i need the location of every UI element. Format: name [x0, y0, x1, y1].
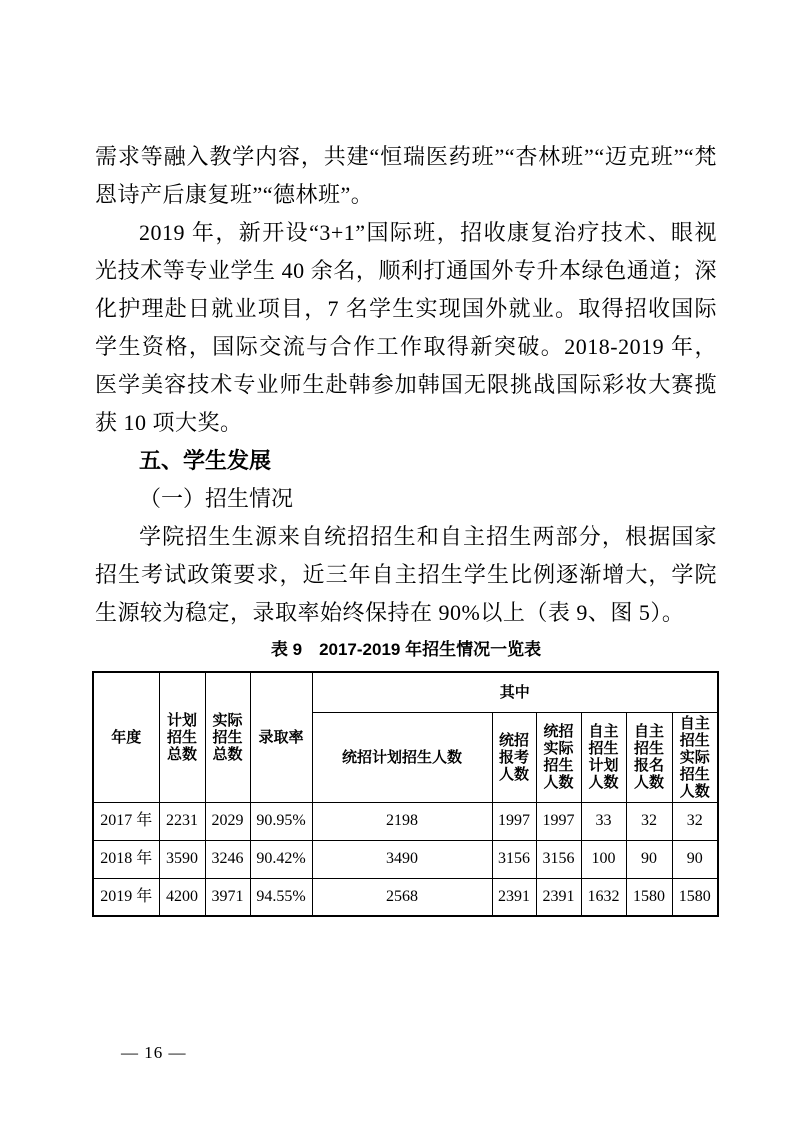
cell-planned-total: 4200 — [159, 878, 205, 916]
col-header-independent-applicants: 自主招生报名人数 — [626, 712, 672, 802]
cell-year: 2019 年 — [93, 878, 159, 916]
cell-actual-total: 2029 — [205, 802, 250, 840]
cell-unified-actual: 1997 — [536, 802, 581, 840]
cell-unified-actual: 2391 — [536, 878, 581, 916]
subsection-heading-enrollment: （一）招生情况 — [139, 486, 294, 511]
cell-admission-rate: 94.55% — [250, 878, 312, 916]
col-header-among-group: 其中 — [312, 672, 718, 712]
cell-independent-applicants: 1580 — [626, 878, 672, 916]
cell-actual-total: 3971 — [205, 878, 250, 916]
col-header-planned-total: 计划招生总数 — [159, 672, 205, 802]
cell-unified-applicants: 2391 — [492, 878, 536, 916]
page-number: — 16 — — [121, 1043, 187, 1062]
cell-year: 2018 年 — [93, 840, 159, 878]
cell-independent-planned: 1632 — [581, 878, 626, 916]
cell-planned-total: 2231 — [159, 802, 205, 840]
paragraph-international-program: 2019 年，新开设“3+1”国际班，招收康复治疗技术、眼视光技术等专业学生 40 余名，顺利打通国外专升本绿色通道；深化护理赴日就业项目，7 名学生实现国外就业。取得招收国际学生资格，国际交流与合作工作取得新突破。2018-2019 年，医学美容技术专业师生赴韩参加韩国无限挑战国际彩妆大赛揽获 10 项大奖。 — [95, 220, 717, 435]
cell-independent-applicants: 32 — [626, 802, 672, 840]
cell-planned-total: 3590 — [159, 840, 205, 878]
enrollment-table — [92, 671, 719, 917]
cell-unified-planned: 2198 — [312, 802, 492, 840]
paragraph-cooperation-classes: 需求等融入教学内容，共建“恒瑞医药班”“杏林班”“迈克班”“梵恩诗产后康复班”“德林班”。 — [95, 144, 717, 207]
col-header-independent-planned: 自主招生计划人数 — [581, 712, 626, 802]
cell-independent-actual: 1580 — [672, 878, 718, 916]
cell-unified-applicants: 1997 — [492, 802, 536, 840]
cell-actual-total: 3246 — [205, 840, 250, 878]
cell-unified-planned: 3490 — [312, 840, 492, 878]
cell-independent-actual: 32 — [672, 802, 718, 840]
col-header-admission-rate: 录取率 — [250, 672, 312, 802]
col-header-unified-applicants: 统招报考人数 — [492, 712, 536, 802]
table-row-2019 — [93, 878, 718, 916]
section-heading-student-development: 五、学生发展 — [139, 448, 272, 473]
page-content — [95, 138, 717, 917]
col-header-unified-actual: 统招实际招生人数 — [536, 712, 581, 802]
cell-independent-applicants: 90 — [626, 840, 672, 878]
cell-year: 2017 年 — [93, 802, 159, 840]
col-header-unified-planned: 统招计划招生人数 — [312, 712, 492, 802]
cell-unified-actual: 3156 — [536, 840, 581, 878]
cell-admission-rate: 90.42% — [250, 840, 312, 878]
cell-independent-planned: 100 — [581, 840, 626, 878]
cell-independent-actual: 90 — [672, 840, 718, 878]
cell-unified-planned: 2568 — [312, 878, 492, 916]
col-header-independent-actual: 自主招生实际招生人数 — [672, 712, 718, 802]
col-header-actual-total: 实际招生总数 — [205, 672, 250, 802]
table-row-2018 — [93, 840, 718, 878]
cell-unified-applicants: 3156 — [492, 840, 536, 878]
table-row-2017 — [93, 802, 718, 840]
cell-admission-rate: 90.95% — [250, 802, 312, 840]
table-title: 表 9 2017-2019 年招生情况一览表 — [270, 640, 542, 659]
col-header-year: 年度 — [93, 672, 159, 802]
cell-independent-planned: 33 — [581, 802, 626, 840]
paragraph-enrollment-overview: 学院招生生源来自统招招生和自主招生两部分，根据国家招生考试政策要求，近三年自主招生学生比例逐渐增大，学院生源较为稳定，录取率始终保持在 90%以上（表 9、图 5）。 — [95, 524, 717, 625]
